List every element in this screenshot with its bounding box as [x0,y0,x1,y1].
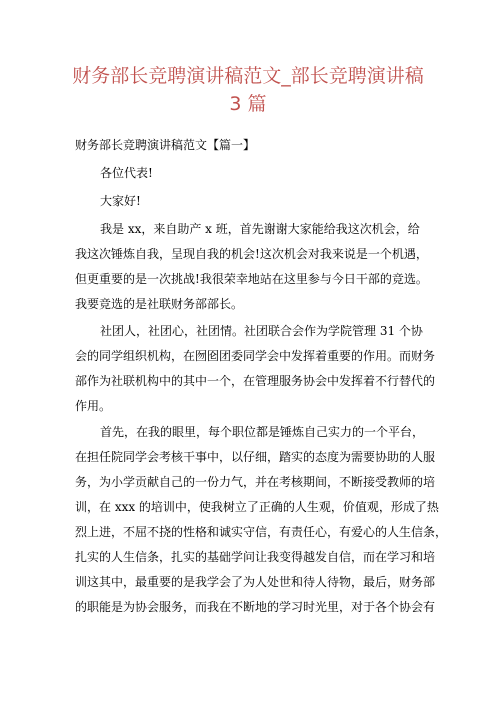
paragraph-line: 训这其中，最重要的是我学会了为人处世和待人待物，最后，财务部 [75,575,436,589]
paragraph-line: 我要竞选的是社联财务部部长。 [75,297,244,311]
paragraph-line: 首先，在我的眼里，每个职位都是锤炼自己实力的一个平台， [100,425,425,439]
paragraph-line: 会的同学组织机构，在囫囵团委同学会中发挥着重要的作用。而财务 [75,349,436,363]
paragraph-line: 务，为小学贡献自己的一份力气，并在考核期间，不断接受教师的培 [75,475,436,489]
paragraph-line: 我这次锤炼自我，呈现自我的机会!这次机会对我来说是一个机遇， [75,247,428,261]
paragraph-line: 烈上进，不屈不挠的性格和诚实守信，有责任心，有爱心的人生信条， [75,525,448,539]
document-title-line-2: 3 篇 [229,93,267,115]
paragraph-line: 我是 xx，来自助产 x 班，首先谢谢大家能给我这次机会，给 [100,222,420,236]
paragraph-line: 部作为社联机构中的其中一个，在管理服务协会中发挥着不行替代的 [75,374,436,388]
paragraph-line: 作用。 [75,399,112,413]
paragraph-line: 扎实的人生信条，扎实的基础学问让我变得越发自信，而在学习和培 [75,550,436,564]
document-title-line-1: 财务部长竞聘演讲稿范文_部长竞聘演讲稿 [72,65,424,87]
paragraph-line: 社团人，社团心，社团情。社团联合会作为学院管理 31 个协 [100,324,423,338]
paragraph-line: 的职能是为协会服务，而我在不断地的学习时光里，对于各个协会有 [75,600,436,614]
paragraph-line: 但更重要的是一次挑战!我很荣幸地站在这里参与今日干部的竞选。 [75,272,428,286]
paragraph-line: 训，在 xxx 的培训中，使我树立了正确的人生观，价值观，形成了热 [75,500,439,514]
section-heading: 财务部长竞聘演讲稿范文【篇一】 [75,138,256,152]
paragraph-line: 在担任院同学会考核干事中，以仔细，踏实的态度为需要协助的人服 [75,450,436,464]
greeting-line: 大家好! [100,194,141,208]
greeting-line: 各位代表! [100,166,153,180]
